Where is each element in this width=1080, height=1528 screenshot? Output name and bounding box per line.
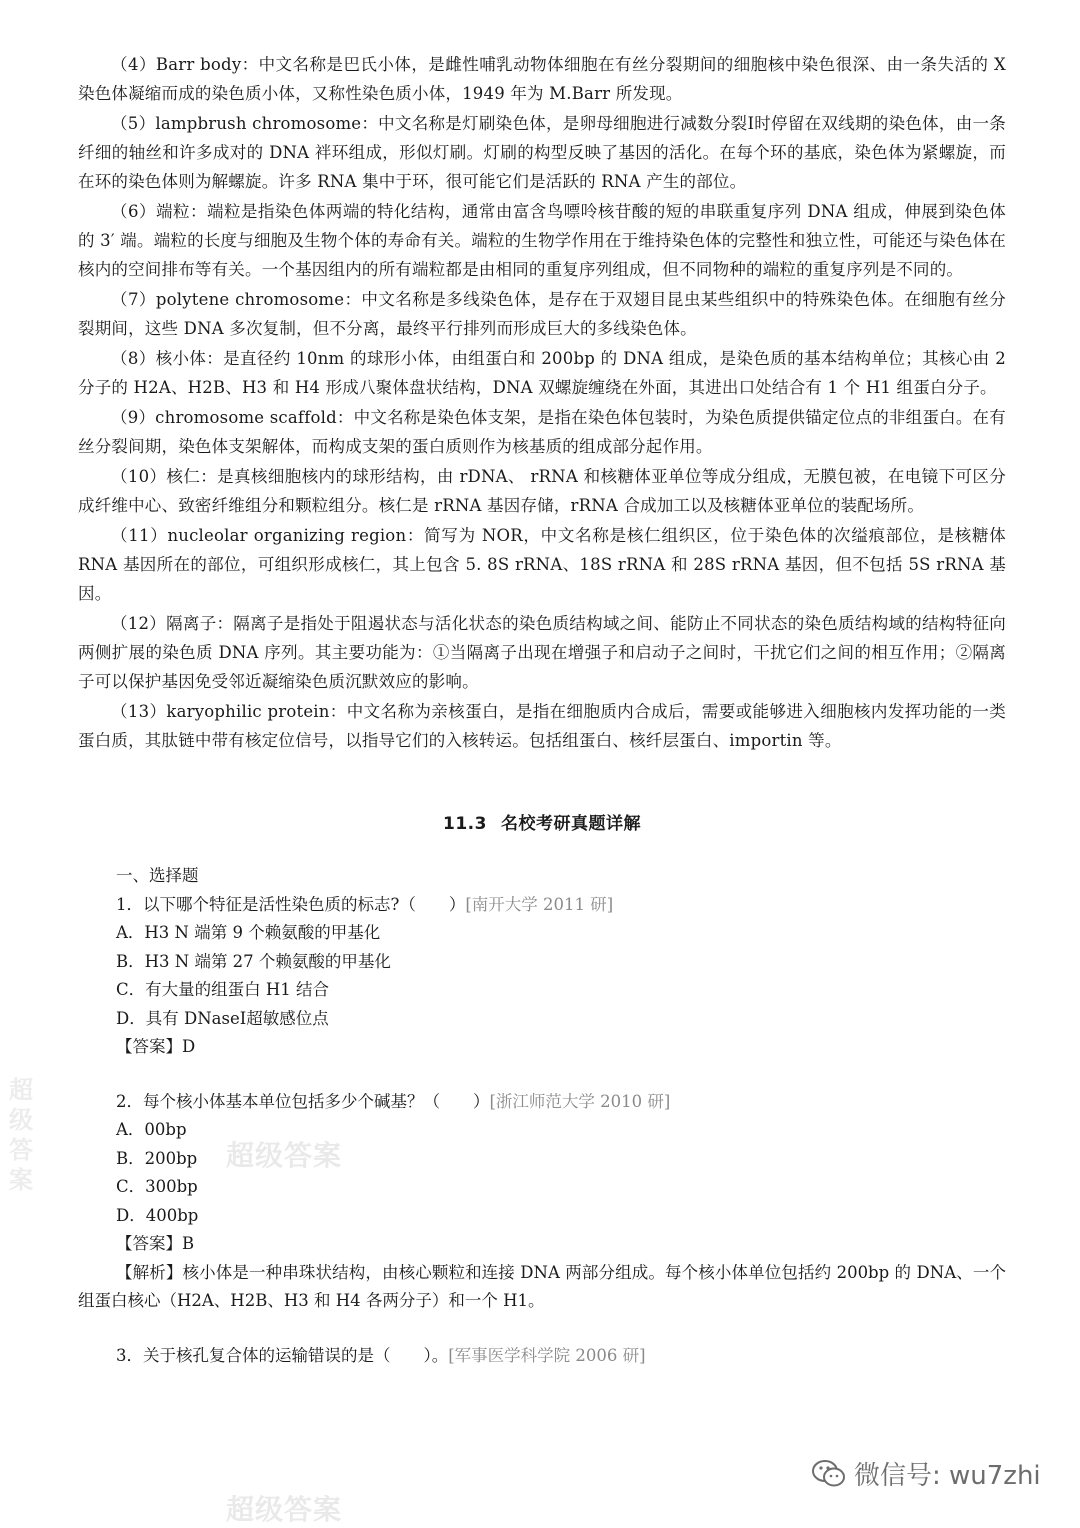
- definition-9: （9）chromosome scaffold：中文名称是染色体支架，是指在染色体包装时，为染色质提供锚定位点的非组蛋白。在有丝分裂间期，染色体支架解体，而构成支架的蛋白质则作为核基质的组成部分起作用。: [78, 408, 1006, 456]
- option-a: A．00bp: [116, 1120, 187, 1139]
- watermark: 超级答案: [226, 1493, 343, 1526]
- question-2-stem: [78, 1088, 1006, 1117]
- definition-12: （12）隔离子：隔离子是指处于阻遏状态与活化状态的染色质结构域之间、能防止不同状态的染色质结构域的结构特征向两侧扩展的染色质 DNA 序列。其主要功能为：①当隔离子出现在增强子和启动子之间时，干扰它们之间的相互作用；②隔离子可以保护基因免受邻近凝缩染色质沉默效应的影响。: [78, 614, 1006, 691]
- question-stem: 3．关于核孔复合体的运输错误的是（ ）。: [116, 1345, 449, 1365]
- wechat-icon: [812, 1459, 846, 1489]
- answer-1: 【答案】D: [116, 1037, 196, 1056]
- answer-2: 【答案】B: [116, 1234, 195, 1253]
- definition-5: （5）lampbrush chromosome：中文名称是灯刷染色体，是卵母细胞进行减数分裂Ⅰ时停留在双线期的染色体，由一条纤细的轴丝和许多成对的 DNA 袢环组成，形似灯刷。灯刷的构型反映了基因的活化。在每个环的基底，染色体为紧螺旋，而在环的染色体则为解螺旋。许多 RNA 集中于环，很可能它们是活跃的 RNA 产生的部位。: [78, 114, 1006, 191]
- definition-8: （8）核小体：是直径约 10nm 的球形小体，由组蛋白和 200bp 的 DNA 组成，是染色质的基本结构单位；其核心由 2 分子的 H2A、H2B、H3 和 H4 形成八聚体盘状结构，DNA 双螺旋缠绕在外面，其进出口处结合有 1 个 H1 组蛋白分子。: [78, 349, 1006, 397]
- definition-4: （4）Barr body：中文名称是巴氏小体，是雌性哺乳动物体细胞在有丝分裂期间的细胞核中染色很深、由一条失活的 X 染色体凝缩而成的染色质小体，又称性染色质小体，1949 年为 M.Barr 所发现。: [78, 55, 1006, 103]
- option-b: B．H3 N 端第 27 个赖氨酸的甲基化: [116, 951, 391, 971]
- section-number: 11.3: [443, 814, 487, 834]
- definition-7: （7）polytene chromosome：中文名称是多线染色体，是存在于双翅目昆虫某些组织中的特殊染色体。在细胞有丝分裂期间，这些 DNA 多次复制，但不分离，最终平行排列而形成巨大的多线染色体。: [78, 290, 1006, 338]
- definition-11: （11）nucleolar organizing region：简写为 NOR，中文名称是核仁组织区，位于染色体的次缢痕部位，是核糖体 RNA 基因所在的部位，可组织形成核仁，其上包含 5. 8S rRNA、18S rRNA 和 28S rRNA 基因，但不包括 5S rRNA 基因。: [78, 526, 1006, 603]
- wechat-id: 微信号: wu7zhi: [854, 1461, 1041, 1491]
- option-d: D．具有 DNaseⅠ超敏感位点: [116, 1008, 329, 1028]
- question-source: [浙江师范大学 2010 研]: [489, 1091, 671, 1111]
- definition-6: （6）端粒：端粒是指染色体两端的特化结构，通常由富含鸟嘌呤核苷酸的短的串联重复序列 DNA 组成，伸展到染色体的 3′ 端。端粒的长度与细胞及生物个体的寿命有关。端粒的生物学作用在于维持染色体的完整性和独立性，可能还与染色体在核内的空间排布等有关。一个基因组内的所有端粒都是由相同的重复序列组成，但不同物种的端粒的重复序列是不同的。: [78, 202, 1006, 279]
- question-stem: 2．每个核小体基本单位包括多少个碱基？（ ）: [116, 1091, 490, 1111]
- section-heading: [78, 809, 1006, 834]
- option-a: A．H3 N 端第 9 个赖氨酸的甲基化: [116, 923, 381, 942]
- question-source: [南开大学 2011 研]: [465, 894, 614, 914]
- option-d: D．400bp: [116, 1205, 199, 1225]
- option-c: C．有大量的组蛋白 H1 结合: [116, 980, 330, 999]
- part-heading: 一、选择题: [116, 866, 199, 885]
- wechat-footer: [812, 1455, 1041, 1492]
- definition-13: （13）karyophilic protein：中文名称为亲核蛋白，是指在细胞质内合成后，需要或能够进入细胞核内发挥功能的一类蛋白质，其肽链中带有核定位信号，以指导它们的入核转运。包括组蛋白、核纤层蛋白、importin 等。: [78, 702, 1006, 750]
- definition-10: （10）核仁：是真核细胞核内的球形结构，由 rDNA、 rRNA 和核糖体亚单位等成分组成，无膜包被，在电镜下可区分成纤维中心、致密纤维组分和颗粒组分。核仁是 rRNA 基因存储，rRNA 合成加工以及核糖体亚单位的装配场所。: [78, 467, 1006, 515]
- question-3-stem: [78, 1342, 1006, 1371]
- question-stem: 1．以下哪个特征是活性染色质的标志?（ ）: [116, 894, 466, 914]
- watermark: 超级答案: [226, 1139, 343, 1172]
- question-1-stem: [78, 891, 1006, 920]
- watermark-vertical: 超级答案: [9, 1076, 33, 1194]
- option-b: B．200bp: [116, 1148, 198, 1168]
- section-title: 名校考研真题详解: [500, 814, 641, 834]
- question-source: [军事医学科学院 2006 研]: [448, 1345, 646, 1365]
- analysis-2: 【解析】核小体是一种串珠状结构，由核心颗粒和连接 DNA 两部分组成。每个核小体单位包括约 200bp 的 DNA、一个组蛋白核心（H2A、H2B、H3 和 H4 各两分子）和一个 H1。: [78, 1262, 1006, 1310]
- option-c: C．300bp: [116, 1177, 198, 1196]
- document-page: [78, 50, 1006, 1370]
